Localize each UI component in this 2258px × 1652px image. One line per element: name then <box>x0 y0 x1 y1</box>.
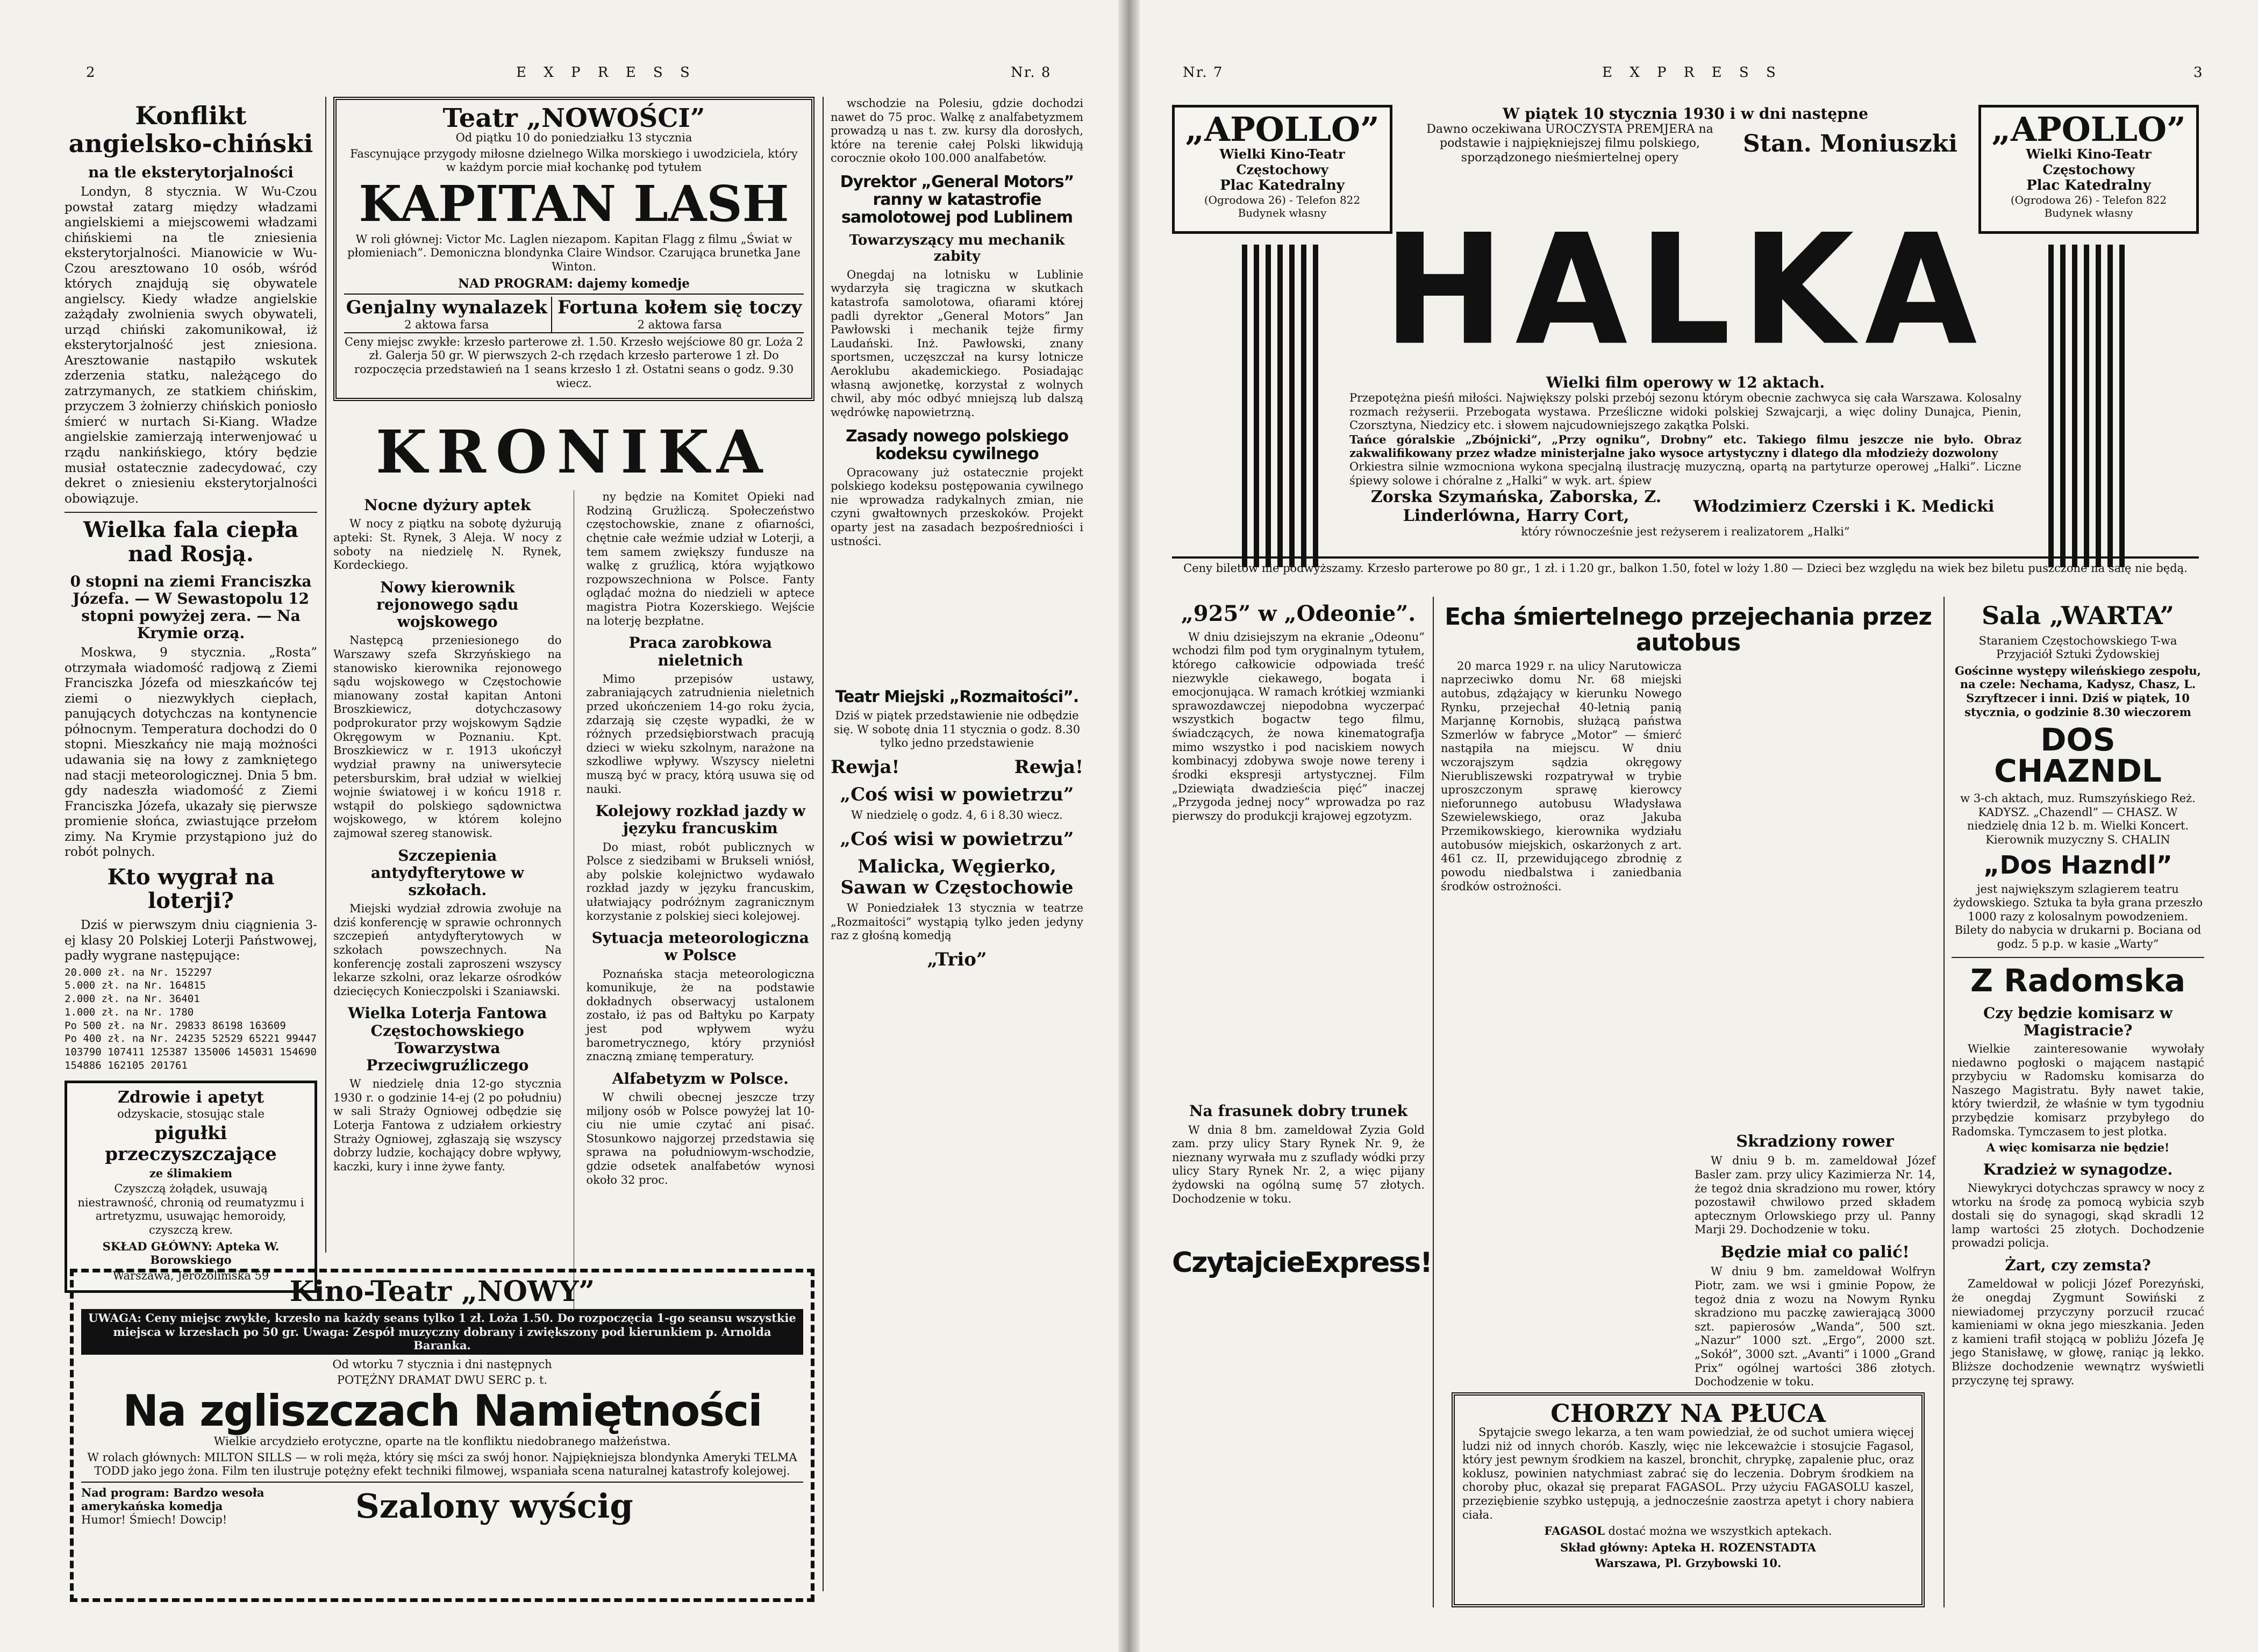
lottery-line: 1.000 zł. na Nr. 1780 <box>65 1006 194 1018</box>
ad-cast: Zorska Szymańska, Zaborska, Z. Linderlówna, Harry Cort, <box>1370 488 1662 526</box>
ad-brand: FAGASOL <box>1544 1524 1605 1538</box>
article-text: Onegdaj na lotnisku w Lublinie wydarzyła się tragiczna w skutkach katastrofa samolotowa, ofiarami której padli dyrektor „General Motors” Jan Pawłowski i mechanik tejże firmy Laudański. Inż. Pawłowski, znany sportsmen, uczęszczał na kursy lotnicze Aeroklubu akademickiego. Posiadając własną awjonetkę, korzystał z wolnych chwil, aby móc odbyć mniejszą lub dalszą wędrówkę napowietrzną. <box>831 268 1083 419</box>
article-text: Do miast, robót publicznych w Polsce z siedzibami w Brukseli wniósł, aby polskie kolejnictwo wydawało rozkład jazdy w języku francuskim, ułatwiający podróżnym zagranicznym korzystanie z polskiej sieci kolejowej. <box>586 840 815 922</box>
article-text: Wielkie zainteresowanie wywołały niedawno pogłoski o mającem nastąpić przybyciu w Radomsku komisarza do Naszego Magistratu. Były nawet takie, który twierdził, że właśnie w tym tygodniu przybędzie komisarz przybyłego do Radomska. Tymczasem to jest plotka. <box>1952 1042 2204 1138</box>
article-text: Niewykryci dotychczas sprawcy w nocy z wtorku na środę za pomocą wybicia szyb dostali się do synagogi, skąd skradli 12 lamp wartości 25 złotych. Dochodzenie prowadzi policja. <box>1952 1182 2204 1250</box>
subhead: na tle eksterytorjalności <box>88 163 294 182</box>
lottery-line: 2.000 zł. na Nr. 36401 <box>65 993 200 1005</box>
article-text: w 3-ch aktach, muz. Rumszyńskiego Reż. KADYSZ. „Chazendl” — CHASZ. W niedzielę dnia 12 b. m. Wielki Koncert. Kierownik muzyczny S. CHALIN <box>1960 792 2196 846</box>
ad-cast: W rolach głównych: MILTON SILLS — w roli męża, który się mści za swój honor. Najpiękniejsza blondynka Ameryki TELMA TODD jako jego żona. Film ten ilustruje potężny efekt techniki filmowej, wspaniała scena naturalnej katastrofy kolejowej. <box>87 1450 797 1478</box>
headline: „925” w „Odeonie”. <box>1181 601 1416 626</box>
article-text: W chwili obecnej jeszcze trzy miljony osób w Polsce powyżej lat 10-ciu nie umie czytać ani pisać. Stosunkowo najgorzej przedstawia się sprawa na południowym-wschodzie, gdzie odsetek analfabetów wynosi około 32 proc. <box>586 1091 815 1186</box>
article-text: Miejski wydział zdrowia zwołuje na dziś konferencję w sprawie ochronnych szczepień antydyfterytowych w szkołach powszechnych. Na konferencję zostali zaproszeni wszyscy lekarze szkolni, oraz lekarze ośrodków dziecięcych Konieczpolski i Szaniawski. <box>333 902 562 998</box>
play-title: „Coś wisi w powietrzu” <box>840 784 1074 806</box>
ad-brand-note: dostać można we wszystkich aptekach. <box>1608 1525 1832 1538</box>
ad-prices: Ceny miejsc zwykłe: krzesło parterowe zł. 1.50. Krzesło wejściowe 80 gr. Loża 2 zł. Galerja 50 gr. W pierwszych 2-ch rzędach krzesło parterowe 1 zł. Do rozpoczęcia przedstawień na 1 seans krzesło 1 zł. Ostatni seans o godz. 9.30 wiecz. <box>344 332 804 390</box>
lottery-results <box>65 966 317 1072</box>
comedy-title: Szalony wyścig <box>355 1486 633 1526</box>
ad-date: Od wtorku 7 stycznia i dni następnych <box>332 1357 552 1371</box>
ad-cast: W roli głównej: Victor Mc. Laglen niezapom. Kapitan Flagg z filmu „Świat w płomieniach”. Demoniczna blondynka Claire Windsor. Czarująca brunetka Jane Winton. <box>347 232 801 274</box>
article-text: ny będzie na Komitet Opieki nad Rodziną Grużliczą. Społeczeństwo częstochowskie, znane z ofiarności, chętnie całe weźmie udział w Loterji, a tem samem zwiększy fundusze na walkę z gruźlicą, która wyjątkowo rozpowszechniona w Polsce. Fanty oglądać można do niedzieli w aptece magistra Piotra Kozerskiego. Wejście na loterję bezpłatne. <box>586 490 815 627</box>
headline: Na frasunek dobry trunek <box>1189 1102 1408 1120</box>
ad-director: który równocześnie jest reżyserem i realizatorem „Halki” <box>1521 525 1850 539</box>
ad-address: Warszawa, Jerozolimska 59 <box>112 1269 269 1282</box>
page-number: 2 <box>86 65 102 81</box>
article-text: W dnia 8 bm. zameldował Zyzia Gold zam. przy ulicy Stary Rynek Nr. 9, że nieznany wyrwała mu z szuflady wódki przy ulicy Stary Rynek Nr. 2, a więc pijany żydowski na ogólną sumę 57 złotych. Dochodzenie w toku. <box>1172 1123 1425 1205</box>
masthead: E X P R E S S <box>516 65 696 81</box>
article-text: Dziś w pierwszym dniu ciągnienia 3-ej klasy 20 Polskiej Loterji Państwowej, padły wygrane następujące: <box>65 918 317 963</box>
page-number: 3 <box>2193 65 2209 81</box>
ad-program: NAD PROGRAM: dajemy komedje <box>458 276 690 291</box>
headline: Wielka fala ciepła nad Rosją. <box>83 517 299 567</box>
ad-prices: Ceny biletów nie podwyższamy. Krzesło parterowe po 80 gr., 1 zł. i 1.20 gr., balkon 1.50, fotel w loży 1.80 — Dzieci bez względu na wiek bez biletu puszczone na salę nie będą. <box>1172 556 2199 576</box>
play-title: „Trio” <box>927 948 987 970</box>
lottery-line: Po 500 zł. na Nr. 29833 86198 163609 <box>65 1019 286 1032</box>
play-title: „Coś wisi w powietrzu” <box>840 828 1074 850</box>
ad-store: Skład główny: Apteka H. ROZENSTADTA <box>1560 1540 1816 1554</box>
headline: Będzie miał co palić! <box>1720 1242 1910 1262</box>
ad-brand: pigułki przeczyszczające <box>105 1122 277 1165</box>
ad-text: odzyskacie, stosując stale <box>117 1107 265 1120</box>
article-text: 20 marca 1929 r. na ulicy Narutowicza naprzeciwko domu Nr. 68 miejski autobus, zdążający w kierunku Nowego Rynku, przejechał 40-letnią panią Marjannę Kornobis, służącą państwa Szmerlów w fabryce „Motor” — śmierć nastąpiła na miejscu. W dniu wczorajszym sądzia okręgowy Nierubliszewski rozpatrywał w trybie uproszczonym sprawę kierowcy nieforunnego autobusu Władysława Szewielewskiego, oraz Jakuba Przemikowskiego, kierownika wydziału autobusów miejskich, oskarżonych z art. 461 cz. II, przewidującego zbrodnię z powodu niedbalstwa i zaniedbania środków ostrożności. <box>1441 659 1682 893</box>
film-title: HALKA <box>1383 201 1988 379</box>
right-col-2 <box>1441 597 1935 1389</box>
cinema-name: „APOLLO” <box>1991 110 2186 149</box>
kino-nowy-ad <box>70 1269 814 1602</box>
article-text: W nocy z piątku na sobotę dyżurują apteki: St. Rynek, 3 Aleja. W nocy z soboty na niedzielę N. Rynek, Kordeckiego. <box>333 517 562 572</box>
subhead: Czy będzie komisarz w Magistracie? <box>1983 1004 2173 1039</box>
teatr-nowosci-ad <box>333 97 814 401</box>
article-text: W dniu 9 bm. zameldował Wolfryn Piotr, zam. we wsi i gminie Popow, że tegoż dnia z wozu na Nowym Rynku skradziono mu paczkę zawierającą 3000 szt. papierosów „Wanda”, 500 szt. „Nazur” 1000 szt. „Ergo”, 2000 szt. „Sokół”, 3000 szt. „Avanti” i 1000 „Grand Prix” ogólnej wartości 386 złotych. Dochodzenie w toku. <box>1695 1265 1935 1389</box>
article-text: Opracowany już ostatecznie projekt polskiego kodeksu postępowania cywilnego nie wprowadza radykalnych zmian, nie czyni gwałtownych przeskoków. Projekt oparty jest na zasadach bezpośredniości i ustności. <box>831 466 1083 548</box>
article-text: Dziś w piątek przedstawienie nie odbędzie się. W sobotę dnia 11 stycznia o godz. 8.30 tylko jedno przedstawienie <box>833 709 1081 750</box>
lottery-line: 5.000 zł. na Nr. 164815 <box>65 979 206 992</box>
article-text: Poznańska stacja meteorologiczna komunikuje, że na podstawie dokładnych obserwacyj ustalonem zostało, iż pas od Bałtyku po Karpaty jest pod wpływem wyżu barometrycznego, który przyniósł znaczną zmianę temperatury. <box>586 967 815 1063</box>
headline: Wielka Loterja Fantowa Częstochowskiego Towarzystwa Przeciwgruźliczego <box>348 1004 547 1074</box>
label: Rewja! <box>1014 756 1083 778</box>
cinema-place: Plac Katedralny <box>1220 177 1345 194</box>
film-title: Na zgliszczach Namiętności <box>123 1386 762 1436</box>
ad-store: SKŁAD GŁÓWNY: Apteka W. Borowskiego <box>102 1239 280 1267</box>
section-title: Z Radomska <box>1970 962 2186 999</box>
read-express-ad: CzytajcieExpress! <box>1172 1247 1432 1279</box>
comedy-title: Genjalny wynalazek <box>346 297 547 319</box>
article-text: W dniu dzisiejszym na ekranie „Odeonu” wchodzi film pod tym oryginalnym tytułem, którego całkowicie odpowiada treść niezwykle ciekawego, bogata i emocjonująca. W ramach krótkiej wzmianki sprawozdawczej niepodobna wyczerpać wszystkich bogactw tego filmu, świadczących, że nowa kinematografja mimo wszystko i pod naciskiem nowych kombinacyj zdobywa swoje nowe tereny i środki ekspresji artystycznej. Film „Dziewiąta dwadzieścia pięć” inaczej „Przygoda jednej nocy” wprowadza po raz pierwszy do produkcji krajowej egzotyzm. <box>1172 630 1425 823</box>
left-col-2 <box>333 97 814 1253</box>
article-text: Londyn, 8 stycznia. W Wu-Czou powstał zatarg między władzami angielskiemi a miejscowemi władzami chińskiemi na tle zniesienia eksterytorjalności. Mianowicie w Wu-Czou aresztowano 10 osób, wśród których znajdują się obywatele angielscy. Kiedy władze angielskie zażądały zwolnienia swych obywateli, urząd chiński zakomunikował, iż eksterytorjalność jest zniesiona. Aresztowanie nastąpiło wskutek zderzenia statku, należącego do zatrzymanych, ze statkiem chińskim, przyczem 3 żołnierzy chińskich poniosło śmierć w nurtach Si-Kiang. Władze angielskie zamierzają interwenjować u rządu nankińskiego, który będzie musiał ostatecznie zadecydować, czy dekret o zniesieniu eksterytorjalności obowiązuje. <box>65 185 317 506</box>
headline: Nocne dyżury aptek <box>364 496 531 514</box>
cinema-place: Plac Katedralny <box>2026 177 2151 194</box>
right-col-1 <box>1172 597 1432 1613</box>
ad-program: Nad program: Bardzo wesoła amerykańska komedja <box>81 1485 265 1513</box>
headline: Kto wygrał na loterji? <box>107 864 275 914</box>
headline: Sala „WARTA” <box>1982 601 2174 630</box>
cinema-building: Budynek własny <box>2044 206 2133 219</box>
headline: Dyrektor „General Motors” ranny w katastrofie samolotowej pod Lublinem <box>840 173 1074 227</box>
cinema-sub: Wielki Kino-Teatr Częstochowy <box>2026 146 2152 177</box>
kronika-col-a <box>333 490 562 1350</box>
article-text: Następcą przeniesionego do Warszawy szefa Skrzyńskiego na stanowisko kierownika rejonowego sądu wojskowego w Częstochowie mianowany został kapitan Antoni Broszkiewicz, dotychczasowy podprokurator przy wojskowym Sądzie Okręgowym w Poznaniu. Kpt. Broszkiewicz w r. 1913 ukończył wydział prawny na uniwersytecie petersburskim, brał udział w wielkiej wojnie światowej i w końcu 1918 r. wstąpił do polskiego sądownictwa wojskowego, w którem kolejno zajmował szereg stanowisk. <box>333 634 562 840</box>
lottery-line: 20.000 zł. na Nr. 152297 <box>65 966 212 978</box>
cinema-name: „APOLLO” <box>1185 110 1380 149</box>
right-col-3 <box>1952 597 2204 1613</box>
ad-program-note: Humor! Śmiech! Dowcip! <box>81 1513 227 1527</box>
echa-col-b <box>1695 660 1935 1391</box>
headline: Szczepienia antydyfterytowe w szkołach. <box>370 846 524 899</box>
article-text: A więc komisarza nie będzie! <box>1986 1141 2170 1155</box>
issue-number: Nr. 8 <box>1011 65 1052 81</box>
headline: Malicka, Węgierko, Sawan w Częstochowie <box>840 855 1074 898</box>
cinema-address: (Ogrodowa 26) - Telefon 822 <box>2010 194 2167 206</box>
article-text: Mimo przepisów ustawy, zabraniających zatrudnienia nieletnich przed ukończeniem 14-go roku życia, zdarzają się częste wypadki, że w różnych przedsiębiorstwach pracują dzieci w wieku szkolnym, narażone na szkodliwe wpływy. Wszyscy nieletni muszą być w pracy, którą usuwa się od nauki. <box>586 672 815 796</box>
article-text: W dniu 9 b. m. zameldował Józef Basler zam. przy ulicy Kazimierza Nr. 14, że tegoż dnia skradziono mu rower, który pozostawił chwilowo przed składem aptecznym Orlowskiego przy ul. Panny Marji 29. Dochodzenie w toku. <box>1695 1154 1935 1236</box>
lottery-line: Po 400 zł. na Nr. 24235 52529 65221 99447 103790 107411 125387 135006 145031 154690 154886 162105 201761 <box>65 1033 317 1071</box>
article-text: W niedzielę o godz. 4, 6 i 8.30 wiecz. <box>851 809 1063 822</box>
ad-title: Kino-Teatr „NOWY” <box>289 1275 595 1308</box>
halka-ad <box>1172 105 2199 589</box>
section-title: KRONIKA <box>375 417 773 487</box>
ad-genre: POTĘŻNY DRAMAT DWU SERC p. t. <box>337 1374 548 1387</box>
comedy-title: Fortuna kołem się toczy <box>558 297 802 319</box>
ad-desc: Przepotężna pieśń miłości. Największy polski przebój sezonu którym obecnie zachwyca się cała Warszawa. Kolosalny rozmach reżyserii. Przebogata wystawa. Prześliczne widoki polskiej Szwajcarji, a więc doliny Dunajca, Pienin, Czorsztyna, Niedzicy etc. i słowem najcudowniejszego zakątka Polski. <box>1349 391 2021 432</box>
ad-address: Warszawa, Pl. Grzybowski 10. <box>1595 1556 1782 1570</box>
headline: Konflikt angielsko-chiński <box>68 101 313 158</box>
ad-title: CHORZY NA PŁUCA <box>1550 1399 1826 1428</box>
article-text: jest największym szlagierem teatru żydowskiego. Sztuka ta była grana przeszło 1000 razy z kolosalnym powodzeniem. Bilety do nabycia w drukarni p. Bociana od godz. 5 p.p. w kasie „Warty” <box>1953 882 2203 951</box>
ad-notice: UWAGA: Ceny miejsc zwykłe, krzesło na każdy seans tylko 1 zł. Loża 1.50. Do rozpoczęcia 1-go seansu wszystkie miejsca w krzesłach po 50 gr. Uwaga: Zespół muzyczny dobrany i zwiększony pod kierunkiem p. Arnolda Baranka. <box>81 1309 803 1355</box>
cinema-building: Budynek własny <box>1238 206 1327 219</box>
headline: Teatr Miejski „Rozmaitości”. <box>835 688 1079 707</box>
ad-desc: Wielkie arcydzieło erotyczne, oparte na tle konfliktu niedobranego małżeństwa. <box>213 1435 671 1448</box>
subhead: Towarzyszący mu mechanik zabity <box>849 232 1065 264</box>
headline: Kolejowy rozkład jazdy w języku francuskim <box>595 802 806 838</box>
headline: Praca zarobkowa nieletnich <box>628 634 772 669</box>
play-title: DOS CHAZNDL <box>1994 721 2162 790</box>
issue-number: Nr. 7 <box>1183 65 1224 81</box>
halka-desc <box>1349 374 2021 539</box>
right-page <box>1129 0 2258 1652</box>
cinema-sub: Wielki Kino-Teatr Częstochowy <box>1219 146 1345 177</box>
subhead: 0 stopni na ziemi Franciszka Józefa. — W Sewastopolu 12 stopni powyżej zera. — Na Krymie orzą. <box>70 572 312 642</box>
play-title: „Dos Hazndl” <box>1983 850 2173 879</box>
label: Rewja! <box>831 756 900 778</box>
pills-ad <box>65 1081 317 1293</box>
film-title: KAPITAN LASH <box>359 174 789 233</box>
ad-lead-text: Dawno oczekiwana UROCZYSTA PREMJERA na podstawie i najpiękniejszej filmu polskiego, sporządzonego nieśmiertelnej opery <box>1426 123 1713 165</box>
ad-orchestra: Orkiestra silnie wzmocniona wykona specjalną ilustrację muzyczną, opartą na partyturze operowej „Halki”. Liczne śpiewy solowe i chóralne z „Halki” w wyk. art. śpiew <box>1349 460 2021 487</box>
article-text: Gościnne występy wileńskiego zespołu, na czele: Nechama, Kadysz, Chasz, L. Szryftzecer i inni. Dziś w piątek, 10 stycznia, o godzinie 8.30 wieczorem <box>1955 663 2201 719</box>
left-col-1 <box>65 97 317 1282</box>
comedy-sub: 2 aktowa farsa <box>404 318 489 332</box>
headline: Skradziony rower <box>1736 1132 1894 1151</box>
left-col-3 <box>831 97 1083 1602</box>
headline: Kradzież w synagodze. <box>1983 1160 2173 1178</box>
headline: Żart, czy zemsta? <box>2005 1256 2151 1275</box>
ad-lead: W piątek 10 stycznia 1930 i w dni następne <box>1503 105 1868 123</box>
article-text: wschodzie na Polesiu, gdzie dochodzi nawet do 75 proc. Walkę z analfabetyzmem prowadzą u nas t. zw. kursy dla dorosłych, które na terenie całej Polski likwidują corocznie około 100.000 analfabetów. <box>831 97 1083 165</box>
headline: Sytuacja meteorologiczna w Polsce <box>591 929 809 964</box>
article-text: Moskwa, 9 stycznia. „Rosta” otrzymała wiadomość radjową z Ziemi Franciszka Józefa od mieszkańców tej ziemi o niezwykłych ciepłach, panujących dotychczas na kontynencie północnym. Temperatura dochodzi do 0 stopni. Mieszkańcy nie mają możności udawania się na łowy z zamkniętego nad stacji meteorologicznej. Dnia 5 bm. gdy nadeszła wiadomość z Ziemi Franciszka Józefa, ukazały się pierwsze promienie słońca, zwiastujące przełom zimy. Na Krymie przystąpiono już do robót polnych. <box>65 646 317 860</box>
article-text: Zameldował w policji Józef Porezyński, że onegdaj Zygmunt Sowiński z niewiadomej przyczyny porzucił rzucać kamieniami w okna jego mieszkania. Jeden z kamieni trafił stojącą w pobliżu Józefa Ję jego Stanisławę, w głowę, raniąc ją lekko. Bliższe dochodzenie wewnątrz wyświetli przyczynę tej sprawy. <box>1952 1277 2204 1387</box>
kronika-col-b <box>586 490 814 1350</box>
headline: Zasady nowego polskiego kodeksu cywilnego <box>845 426 1069 463</box>
ad-title: Teatr „NOWOŚCI” <box>442 103 705 133</box>
article-text: W Poniedziałek 13 stycznia w teatrze „Rozmaitości” wystąpią tylko jeden jedyny raz z głośną komedją <box>831 902 1083 942</box>
ad-cast: Włodzimierz Czerski i K. Medicki <box>1694 497 1995 516</box>
ad-text: Spytajcie swego lekarza, a ten wam powiedział, że od suchot umiera więcej ludzi niż od innych chorób. Kaszly, więc nie lekceważcie i stosujcie Fagasol, który jest pewnym środkiem na kaszel, bronchit, chrypkę, zapalenie płuc, oraz koklusz, powinien natychmiast zabrać się do leczenia. Dobrym środkiem na choroby płuc, okazał się preparat FAGASOL. Przy użyciu FAGASOLU kaszel, przeziębienie szybko ustępują, a jednocześnie zaostrza apetyt i chory nabiera ciała. <box>1462 1426 1914 1521</box>
ad-dances: Tańce góralskie „Zbójnicki”, „Przy ogniku”, Drobny” etc. Takiego filmu jeszcze nie było. Obraz zakwalifikowany przez władze ministerjalne jako wysoce artystyczny i dlatego dla młodzieży dozwolony <box>1349 432 2021 460</box>
headline: Nowy kierownik rejonowego sądu wojskowego <box>376 578 519 631</box>
ad-title: Zdrowie i apetyt <box>118 1088 264 1107</box>
composer: Stan. Moniuszki <box>1743 130 1957 158</box>
ad-sub: ze ślimakiem <box>149 1166 233 1180</box>
ad-desc: Fascynujące przygody miłosne dzielnego Wilka morskiego i uwodziciela, który w każdym porcie miał kochankę pod tytułem <box>350 147 798 174</box>
cinema-address: (Ogrodowa 26) - Telefon 822 <box>1204 194 1361 206</box>
headline: Alfabetyzm w Polsce. <box>612 1069 789 1088</box>
article-text: W niedzielę dnia 12-go stycznia 1930 r. o godzinie 14-ej (2 po południu) w sali Straży Ogniowej odbędzie się Loterja Fantowa z udziałem orkiestry Straży Ogniowej, zgłaszają się wszyscy dobrzy ludzie, kochający dobre wpływy, kaczki, kury i inne żywe fanty. <box>333 1077 562 1173</box>
ad-body: Czyszczą żołądek, usuwają niestrawność, chronią od reumatyzmu i artretyzmu, usuwając hemoroidy, czyszczą krew. <box>77 1182 304 1236</box>
subhead: Staraniem Częstochowskiego T-wa Przyjaciół Sztuki Żydowskiej <box>1978 634 2177 661</box>
fagasol-ad <box>1452 1392 1925 1607</box>
ad-sub: Wielki film operowy w 12 aktach. <box>1546 374 1825 391</box>
ad-date: Od piątku 10 do poniedziałku 13 stycznia <box>455 131 692 144</box>
comedy-sub: 2 aktowa farsa <box>637 318 722 332</box>
headline: Echa śmiertelnego przejechania przez autobus <box>1445 603 1932 657</box>
masthead: E X P R E S S <box>1602 65 1782 81</box>
